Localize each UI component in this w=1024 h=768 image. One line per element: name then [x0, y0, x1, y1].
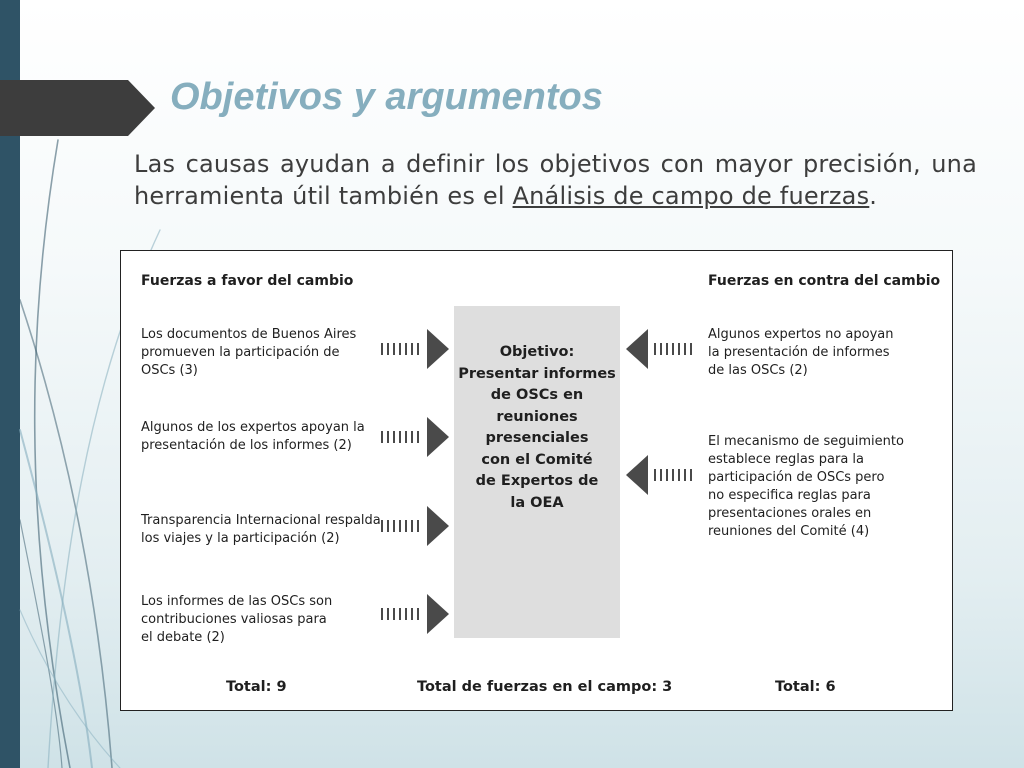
objective-text: Objetivo: Presentar informes de OSCs en reuniones presenciales con el Comité de Expertos de la OEA — [458, 344, 616, 511]
forces-for-header: Fuerzas a favor del cambio — [141, 273, 354, 289]
title-arrow-shape — [0, 80, 155, 136]
force-field-diagram — [120, 250, 953, 711]
objective-box — [454, 306, 620, 638]
force-for-3: Transparencia Internacional respalda los viajes y la participación (2) — [141, 513, 381, 546]
arrow-left-icon — [624, 327, 696, 371]
total-field: Total de fuerzas en el campo: 3 — [417, 679, 673, 695]
arrow-right-icon — [379, 592, 451, 636]
slide-title: Objetivos y argumentos — [170, 76, 603, 118]
force-field-analysis-link[interactable]: Análisis de campo de fuerzas — [512, 182, 870, 210]
intro-end: . — [869, 182, 878, 210]
forces-against-header: Fuerzas en contra del cambio — [708, 273, 941, 289]
force-for-4: Los informes de las OSCs son contribuciones valiosas para el debate (2) — [141, 594, 333, 645]
arrow-right-icon — [379, 415, 451, 459]
force-for-1: Los documentos de Buenos Aires promueven la participación de OSCs (3) — [141, 327, 357, 378]
force-against-2: El mecanismo de seguimiento establece reglas para la participación de OSCs pero no especifica reglas para presentaciones orales en reuniones del Comité (4) — [708, 434, 904, 539]
total-against: Total: 6 — [775, 679, 836, 695]
intro-paragraph — [134, 148, 977, 212]
arrow-right-icon — [379, 327, 451, 371]
arrow-right-icon — [379, 504, 451, 548]
force-against-1: Algunos expertos no apoyan la presentación de informes de las OSCs (2) — [708, 327, 894, 378]
arrow-left-icon — [624, 453, 696, 497]
total-for: Total: 9 — [226, 679, 287, 695]
force-for-2: Algunos de los expertos apoyan la presentación de los informes (2) — [141, 420, 365, 453]
intro-text: Las causas ayudan a definir los objetivos con mayor precisión, una herramienta útil también es el — [134, 150, 977, 210]
